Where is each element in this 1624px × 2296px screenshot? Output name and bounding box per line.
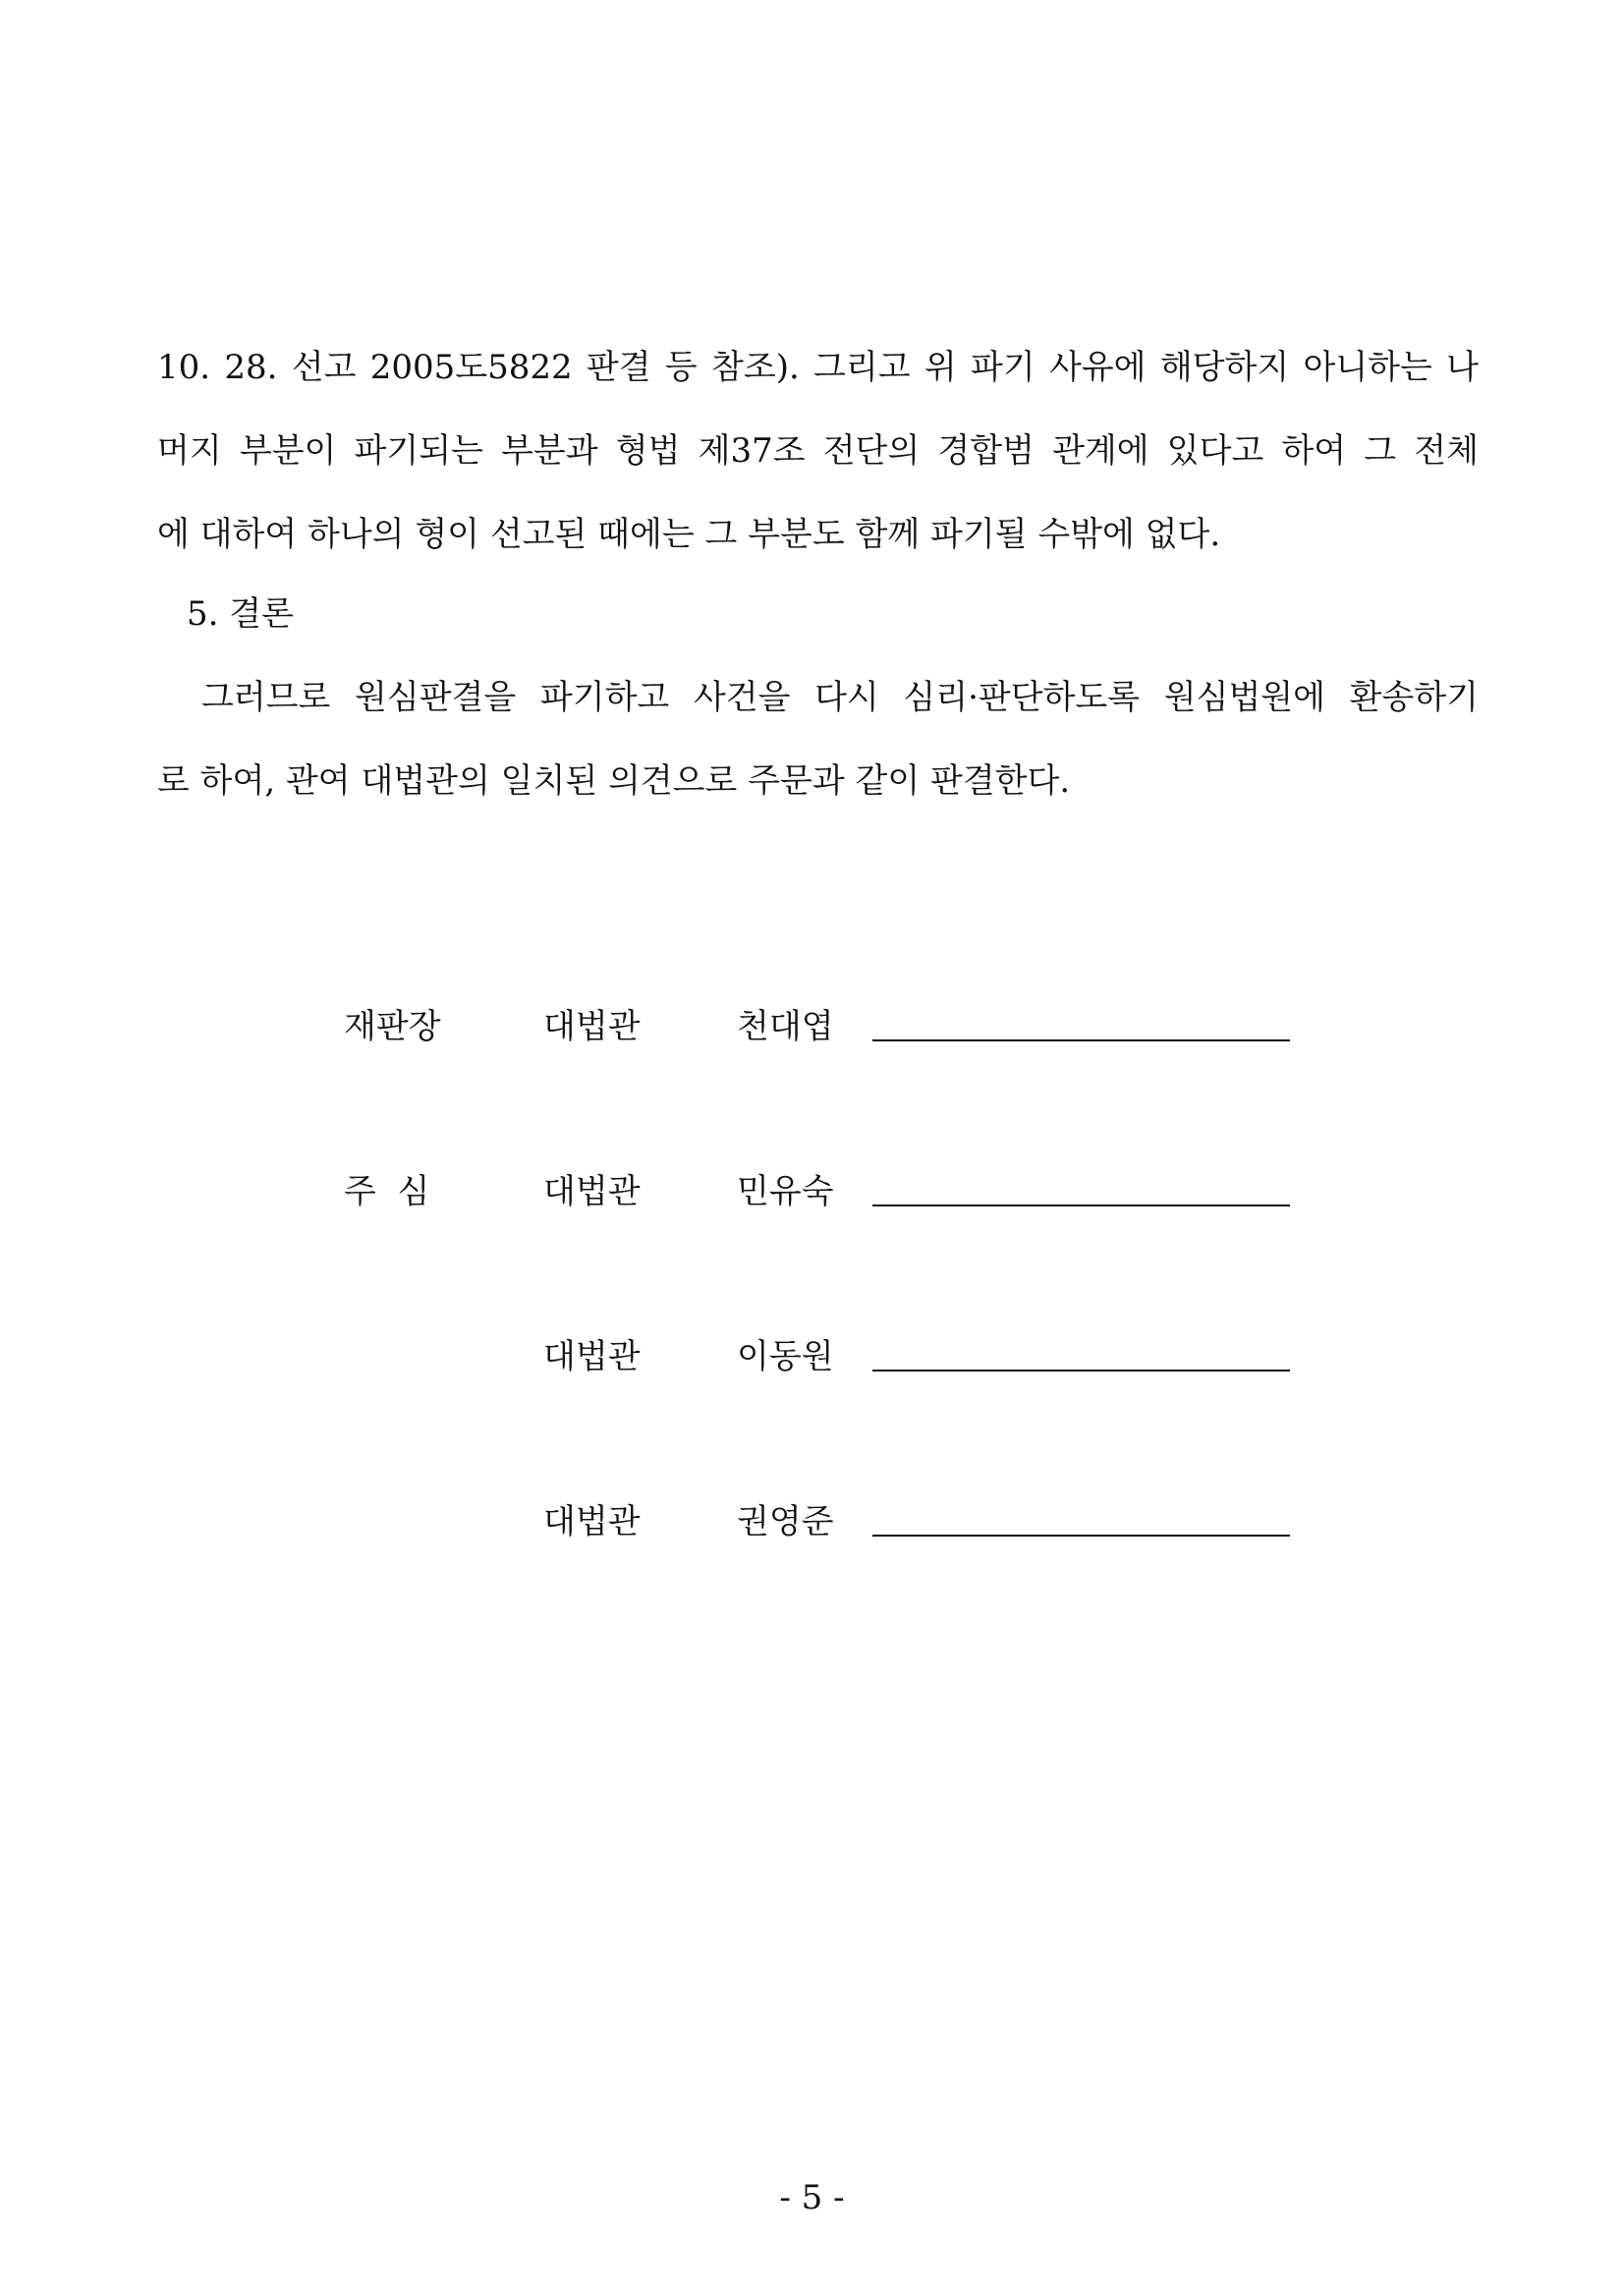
- signature-name: 권영준: [737, 1502, 834, 1541]
- paragraph-line: 그러므로 원심판결을 파기하고 사건을 다시 심리·판단하도록 원심법원에 환송하기: [201, 678, 1479, 717]
- signature-line: [872, 1039, 1290, 1041]
- signature-title: 대법관: [543, 1337, 641, 1376]
- signature-row: [0, 1332, 1624, 1381]
- signature-role: 재판장: [344, 1007, 441, 1046]
- signature-title: 대법관: [543, 1172, 641, 1211]
- paragraph-line: 머지 부분이 파기되는 부분과 형법 제37조 전단의 경합범 관계에 있다고 하여 그 전체: [157, 431, 1479, 471]
- signature-row: [0, 1497, 1624, 1546]
- signature-line: [872, 1370, 1290, 1372]
- signature-line: [872, 1535, 1290, 1537]
- paragraph-line: 에 대하여 하나의 형이 선고된 때에는 그 부분도 함께 파기될 수밖에 없다.: [157, 515, 1221, 554]
- paragraph-line: 로 하여, 관여 대법관의 일치된 의견으로 주문과 같이 판결한다.: [157, 761, 1071, 801]
- signature-line: [872, 1204, 1290, 1206]
- signature-role: 주 심: [344, 1172, 430, 1211]
- signature-row: [0, 1002, 1624, 1051]
- signature-name: 민유숙: [737, 1172, 834, 1211]
- paragraph-line: 10. 28. 선고 2005도5822 판결 등 참조). 그리고 위 파기 사유에 해당하지 아니하는 나: [157, 348, 1479, 387]
- signature-title: 대법관: [543, 1502, 641, 1541]
- signature-title: 대법관: [543, 1007, 641, 1046]
- signature-name: 이동원: [737, 1337, 834, 1376]
- signature-row: [0, 1167, 1624, 1216]
- section-heading: 5. 결론: [187, 594, 294, 634]
- page-number: - 5 -: [779, 2178, 845, 2217]
- signature-name: 천대엽: [737, 1007, 834, 1046]
